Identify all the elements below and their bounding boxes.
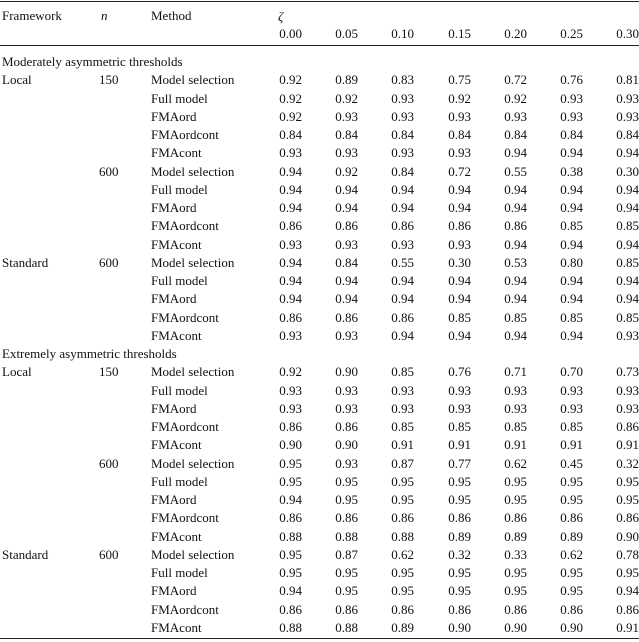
coverage-value: 0.93: [504, 382, 527, 398]
sample-size: 600: [99, 254, 119, 270]
coverage-value: 0.86: [391, 309, 414, 325]
coverage-value: 0.85: [560, 419, 583, 434]
coverage-value: 0.86: [279, 309, 302, 325]
method-label: Model selection: [151, 546, 235, 562]
coverage-value: 0.95: [391, 583, 414, 599]
coverage-value: 0.93: [448, 400, 471, 416]
coverage-value: 0.87: [335, 546, 358, 562]
zeta-value: 0.10: [391, 26, 414, 41]
coverage-value: 0.85: [448, 419, 471, 434]
coverage-value: 0.93: [335, 236, 358, 252]
coverage-value: 0.94: [616, 273, 639, 288]
coverage-value: 0.93: [335, 400, 358, 416]
header-framework: Framework: [2, 8, 62, 23]
coverage-value: 0.80: [560, 254, 583, 270]
coverage-value: 0.85: [616, 309, 639, 325]
coverage-value: 0.86: [560, 510, 583, 526]
coverage-value: 0.86: [279, 419, 302, 434]
coverage-value: 0.90: [335, 437, 358, 453]
coverage-value: 0.86: [279, 601, 302, 617]
coverage-value: 0.93: [391, 382, 414, 398]
sample-size: 600: [99, 455, 119, 471]
zeta-value: 0.00: [279, 26, 302, 41]
method-label: FMAord: [151, 583, 197, 599]
coverage-value: 0.94: [560, 273, 583, 288]
coverage-value: 0.93: [616, 327, 639, 343]
coverage-value: 0.94: [279, 163, 302, 179]
coverage-value: 0.89: [335, 72, 358, 88]
coverage-value: 0.93: [560, 108, 583, 124]
coverage-value: 0.92: [279, 90, 302, 106]
coverage-value: 0.93: [335, 145, 358, 161]
framework-label: Standard: [2, 546, 49, 562]
coverage-value: 0.93: [391, 400, 414, 416]
method-label: FMAordcont: [151, 510, 219, 526]
coverage-value: 0.86: [335, 601, 358, 617]
coverage-value: 0.95: [504, 583, 527, 599]
method-label: FMAcont: [151, 528, 202, 544]
coverage-value: 0.77: [448, 455, 471, 471]
coverage-value: 0.84: [560, 127, 583, 142]
coverage-value: 0.81: [616, 72, 639, 88]
coverage-value: 0.93: [391, 236, 414, 252]
coverage-value: 0.94: [616, 291, 639, 307]
coverage-value: 0.94: [616, 200, 639, 215]
coverage-value: 0.32: [616, 455, 639, 471]
coverage-value: 0.86: [448, 601, 471, 617]
coverage-value: 0.94: [391, 327, 414, 343]
top-rule: [0, 1, 639, 2]
coverage-value: 0.94: [335, 200, 358, 215]
coverage-value: 0.72: [448, 163, 471, 179]
coverage-value: 0.92: [279, 72, 302, 88]
section-title: Moderately asymmetric thresholds: [2, 54, 183, 69]
coverage-value: 0.93: [504, 108, 527, 124]
method-label: FMAcont: [151, 145, 202, 161]
coverage-value: 0.93: [504, 400, 527, 416]
coverage-value: 0.95: [448, 583, 471, 599]
coverage-value: 0.84: [616, 127, 639, 142]
method-label: Model selection: [151, 163, 235, 179]
coverage-value: 0.95: [335, 583, 358, 599]
coverage-value: 0.86: [335, 218, 358, 234]
coverage-value: 0.88: [279, 619, 302, 635]
method-label: FMAcont: [151, 236, 202, 252]
coverage-value: 0.86: [391, 510, 414, 526]
coverage-value: 0.86: [391, 601, 414, 617]
method-label: FMAordcont: [151, 127, 219, 142]
coverage-value: 0.86: [335, 419, 358, 434]
coverage-value: 0.86: [279, 510, 302, 526]
coverage-value: 0.85: [391, 419, 414, 434]
method-label: FMAord: [151, 400, 197, 416]
coverage-value: 0.38: [560, 163, 583, 179]
method-label: FMAord: [151, 291, 197, 307]
coverage-value: 0.94: [279, 200, 302, 215]
sample-size: 150: [99, 364, 119, 380]
coverage-value: 0.94: [560, 327, 583, 343]
coverage-value: 0.85: [560, 309, 583, 325]
coverage-value: 0.95: [504, 473, 527, 489]
coverage-value: 0.55: [504, 163, 527, 179]
coverage-value: 0.86: [448, 510, 471, 526]
coverage-value: 0.94: [279, 291, 302, 307]
method-label: Full model: [151, 382, 208, 398]
coverage-value: 0.90: [504, 619, 527, 635]
method-label: FMAordcont: [151, 601, 219, 617]
coverage-value: 0.95: [448, 565, 471, 580]
method-label: Full model: [151, 273, 208, 288]
method-label: FMAcont: [151, 619, 202, 635]
header-method: Method: [151, 8, 192, 23]
coverage-value: 0.91: [504, 437, 527, 453]
coverage-value: 0.85: [616, 218, 639, 234]
coverage-value: 0.95: [335, 492, 358, 507]
method-label: Model selection: [151, 254, 235, 270]
zeta-value: 0.05: [335, 26, 358, 41]
coverage-value: 0.90: [279, 437, 302, 453]
coverage-value: 0.73: [616, 364, 639, 380]
coverage-value: 0.93: [391, 90, 414, 106]
coverage-value: 0.30: [616, 163, 639, 179]
coverage-value: 0.94: [448, 291, 471, 307]
coverage-value: 0.95: [616, 492, 639, 507]
coverage-value: 0.95: [448, 492, 471, 507]
coverage-value: 0.89: [560, 528, 583, 544]
coverage-value: 0.88: [335, 528, 358, 544]
coverage-value: 0.95: [279, 473, 302, 489]
method-label: Full model: [151, 565, 208, 580]
coverage-value: 0.94: [504, 273, 527, 288]
coverage-value: 0.95: [391, 473, 414, 489]
method-label: Model selection: [151, 455, 235, 471]
coverage-value: 0.93: [448, 108, 471, 124]
coverage-value: 0.85: [448, 309, 471, 325]
coverage-value: 0.94: [504, 236, 527, 252]
coverage-value: 0.84: [335, 254, 358, 270]
zeta-value: 0.30: [616, 26, 639, 41]
coverage-value: 0.92: [279, 364, 302, 380]
method-label: FMAord: [151, 200, 197, 215]
coverage-value: 0.94: [616, 236, 639, 252]
method-label: Full model: [151, 181, 208, 197]
coverage-value: 0.86: [279, 218, 302, 234]
coverage-value: 0.78: [616, 546, 639, 562]
coverage-value: 0.94: [616, 583, 639, 599]
coverage-value: 0.93: [448, 382, 471, 398]
coverage-value: 0.86: [504, 510, 527, 526]
coverage-value: 0.93: [391, 108, 414, 124]
method-label: Full model: [151, 90, 208, 106]
coverage-value: 0.93: [279, 382, 302, 398]
coverage-value: 0.94: [335, 181, 358, 197]
coverage-value: 0.86: [616, 419, 639, 434]
coverage-value: 0.95: [560, 492, 583, 507]
coverage-value: 0.85: [504, 419, 527, 434]
coverage-value: 0.93: [448, 236, 471, 252]
coverage-value: 0.92: [279, 108, 302, 124]
coverage-value: 0.71: [504, 364, 527, 380]
coverage-value: 0.62: [504, 455, 527, 471]
coverage-value: 0.93: [335, 108, 358, 124]
bottom-rule: [0, 638, 639, 639]
coverage-value: 0.95: [335, 565, 358, 580]
coverage-value: 0.94: [279, 492, 302, 507]
coverage-value: 0.95: [279, 565, 302, 580]
coverage-value: 0.95: [616, 565, 639, 580]
coverage-value: 0.94: [279, 181, 302, 197]
section-title: Extremely asymmetric thresholds: [2, 346, 177, 361]
coverage-value: 0.95: [616, 473, 639, 489]
header-n: n: [101, 8, 108, 23]
coverage-value: 0.94: [279, 254, 302, 270]
coverage-value: 0.89: [448, 528, 471, 544]
coverage-value: 0.45: [560, 455, 583, 471]
coverage-value: 0.93: [616, 400, 639, 416]
coverage-value: 0.76: [448, 364, 471, 380]
coverage-value: 0.89: [391, 619, 414, 635]
coverage-value: 0.88: [279, 528, 302, 544]
coverage-value: 0.94: [560, 291, 583, 307]
coverage-value: 0.72: [504, 72, 527, 88]
coverage-value: 0.94: [504, 145, 527, 161]
coverage-value: 0.93: [616, 108, 639, 124]
coverage-value: 0.94: [448, 200, 471, 215]
coverage-value: 0.88: [391, 528, 414, 544]
coverage-value: 0.55: [391, 254, 414, 270]
coverage-value: 0.94: [391, 200, 414, 215]
coverage-value: 0.84: [448, 127, 471, 142]
coverage-value: 0.94: [560, 181, 583, 197]
coverage-value: 0.95: [504, 492, 527, 507]
coverage-value: 0.90: [448, 619, 471, 635]
coverage-value: 0.89: [504, 528, 527, 544]
coverage-value: 0.95: [391, 565, 414, 580]
coverage-value: 0.95: [504, 565, 527, 580]
coverage-value: 0.62: [391, 546, 414, 562]
coverage-value: 0.70: [560, 364, 583, 380]
coverage-value: 0.87: [391, 455, 414, 471]
coverage-value: 0.86: [504, 601, 527, 617]
header-rule: [0, 45, 639, 46]
coverage-value: 0.86: [335, 309, 358, 325]
coverage-value: 0.85: [504, 309, 527, 325]
sample-size: 600: [99, 546, 119, 562]
coverage-value: 0.90: [335, 364, 358, 380]
method-label: Model selection: [151, 72, 235, 88]
coverage-value: 0.92: [335, 90, 358, 106]
coverage-value: 0.86: [616, 601, 639, 617]
coverage-value: 0.32: [448, 546, 471, 562]
sample-size: 600: [99, 163, 119, 179]
coverage-value: 0.93: [279, 400, 302, 416]
coverage-value: 0.93: [335, 327, 358, 343]
coverage-value: 0.91: [560, 437, 583, 453]
coverage-value: 0.91: [616, 619, 639, 635]
coverage-value: 0.94: [391, 181, 414, 197]
coverage-value: 0.84: [504, 127, 527, 142]
coverage-value: 0.93: [335, 382, 358, 398]
method-label: FMAcont: [151, 437, 202, 453]
header-zeta: ζ: [278, 9, 284, 24]
coverage-value: 0.86: [448, 218, 471, 234]
coverage-value: 0.95: [279, 546, 302, 562]
coverage-value: 0.94: [560, 145, 583, 161]
zeta-value: 0.15: [448, 26, 471, 41]
coverage-value: 0.94: [504, 291, 527, 307]
zeta-value: 0.20: [504, 26, 527, 41]
coverage-value: 0.95: [391, 492, 414, 507]
coverage-value: 0.93: [560, 90, 583, 106]
coverage-value: 0.94: [279, 273, 302, 288]
coverage-value: 0.92: [335, 163, 358, 179]
method-label: FMAordcont: [151, 309, 219, 325]
coverage-value: 0.91: [448, 437, 471, 453]
framework-label: Local: [2, 364, 32, 380]
coverage-value: 0.84: [335, 127, 358, 142]
coverage-value: 0.30: [448, 254, 471, 270]
coverage-value: 0.93: [616, 90, 639, 106]
coverage-value: 0.94: [616, 181, 639, 197]
coverage-value: 0.62: [560, 546, 583, 562]
coverage-value: 0.95: [279, 455, 302, 471]
coverage-value: 0.94: [616, 145, 639, 161]
coverage-value: 0.85: [616, 254, 639, 270]
coverage-value: 0.93: [560, 382, 583, 398]
coverage-value: 0.94: [279, 583, 302, 599]
coverage-value: 0.83: [391, 72, 414, 88]
framework-label: Local: [2, 72, 32, 88]
zeta-value: 0.25: [560, 26, 583, 41]
coverage-value: 0.94: [504, 200, 527, 215]
coverage-value: 0.53: [504, 254, 527, 270]
coverage-value: 0.94: [560, 236, 583, 252]
coverage-value: 0.95: [560, 565, 583, 580]
framework-label: Standard: [2, 254, 49, 270]
coverage-value: 0.95: [448, 473, 471, 489]
coverage-value: 0.86: [335, 510, 358, 526]
coverage-value: 0.94: [448, 327, 471, 343]
coverage-value: 0.93: [279, 236, 302, 252]
method-label: FMAordcont: [151, 218, 219, 234]
coverage-value: 0.95: [335, 473, 358, 489]
coverage-value: 0.95: [560, 583, 583, 599]
coverage-value: 0.93: [279, 145, 302, 161]
coverage-value: 0.93: [335, 455, 358, 471]
method-label: FMAord: [151, 492, 197, 507]
coverage-value: 0.84: [279, 127, 302, 142]
method-label: Full model: [151, 473, 208, 489]
coverage-value: 0.86: [391, 218, 414, 234]
coverage-value: 0.94: [391, 273, 414, 288]
coverage-value: 0.86: [616, 510, 639, 526]
coverage-value: 0.33: [504, 546, 527, 562]
coverage-value: 0.94: [448, 273, 471, 288]
coverage-value: 0.94: [391, 291, 414, 307]
sample-size: 150: [99, 72, 119, 88]
coverage-value: 0.92: [504, 90, 527, 106]
coverage-value: 0.90: [616, 528, 639, 544]
coverage-value: 0.93: [560, 400, 583, 416]
coverage-value: 0.88: [335, 619, 358, 635]
coverage-value: 0.92: [448, 90, 471, 106]
coverage-value: 0.76: [560, 72, 583, 88]
coverage-value: 0.91: [616, 437, 639, 453]
method-label: Model selection: [151, 364, 235, 380]
coverage-value: 0.84: [391, 127, 414, 142]
coverage-value: 0.94: [504, 181, 527, 197]
coverage-value: 0.94: [504, 327, 527, 343]
coverage-value: 0.84: [391, 163, 414, 179]
method-label: FMAord: [151, 108, 197, 124]
coverage-value: 0.75: [448, 72, 471, 88]
coverage-value: 0.93: [616, 382, 639, 398]
coverage-value: 0.93: [279, 327, 302, 343]
method-label: FMAcont: [151, 327, 202, 343]
coverage-value: 0.95: [560, 473, 583, 489]
coverage-value: 0.90: [560, 619, 583, 635]
coverage-value: 0.86: [504, 218, 527, 234]
coverage-value: 0.85: [391, 364, 414, 380]
coverage-value: 0.85: [560, 218, 583, 234]
coverage-value: 0.94: [560, 200, 583, 215]
coverage-value: 0.93: [448, 145, 471, 161]
method-label: FMAordcont: [151, 419, 219, 434]
coverage-value: 0.91: [391, 437, 414, 453]
coverage-value: 0.86: [560, 601, 583, 617]
coverage-value: 0.94: [335, 291, 358, 307]
coverage-value: 0.94: [335, 273, 358, 288]
coverage-value: 0.94: [448, 181, 471, 197]
coverage-value: 0.93: [391, 145, 414, 161]
